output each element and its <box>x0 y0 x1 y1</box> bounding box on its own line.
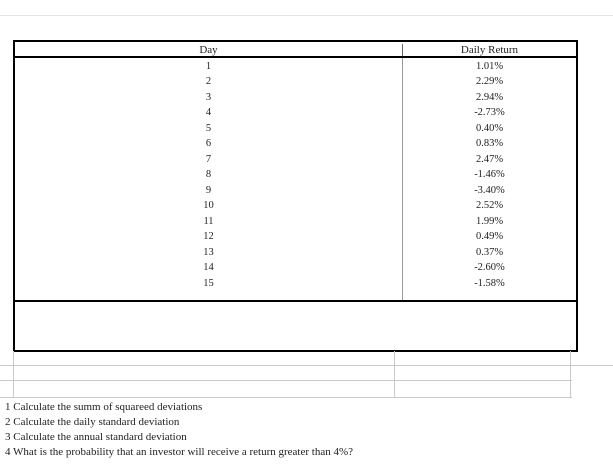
return-cell: 2.29% <box>475 76 504 88</box>
header-daily-return: Daily Return <box>460 44 519 56</box>
grid-line <box>570 351 571 398</box>
question-1: 1 Calculate the summ of squareed deviations <box>5 401 203 413</box>
question-2: 2 Calculate the daily standard deviation <box>5 416 180 428</box>
question-4: 4 What is the probability that an investor will receive a return greater than 4%? <box>5 446 354 458</box>
return-cell: 2.52% <box>475 200 504 212</box>
daily-return-column <box>403 59 576 291</box>
return-cell: 1.01% <box>475 61 504 72</box>
return-cell: -2.60% <box>474 262 505 274</box>
day-cell: 3 <box>205 91 212 103</box>
return-cell: 0.83% <box>475 138 504 150</box>
day-cell: 5 <box>205 122 212 134</box>
top-divider <box>0 15 613 16</box>
return-cell: 2.47% <box>475 153 504 165</box>
grid-line <box>0 365 613 366</box>
question-3: 3 Calculate the annual standard deviation <box>5 431 187 443</box>
header-column-divider <box>402 44 403 56</box>
day-cell: 14 <box>203 262 214 274</box>
return-cell: -1.58% <box>474 277 505 289</box>
return-cell: -3.40% <box>474 184 505 196</box>
grid-line <box>394 351 395 398</box>
spreadsheet-grid <box>0 351 613 401</box>
day-cell: 12 <box>203 231 214 243</box>
day-cell: 13 <box>203 246 214 258</box>
return-cell: -1.46% <box>474 169 505 181</box>
return-cell: -2.73% <box>474 107 505 119</box>
table-footer-line <box>15 300 576 302</box>
day-cell: 1 <box>205 61 212 72</box>
day-cell: 4 <box>205 107 212 119</box>
grid-line <box>0 397 572 398</box>
grid-line <box>13 351 14 398</box>
day-cell: 6 <box>205 138 212 150</box>
day-cell: 9 <box>205 184 212 196</box>
day-cell: 8 <box>205 169 212 181</box>
return-cell: 0.40% <box>475 122 504 134</box>
return-cell: 0.49% <box>475 231 504 243</box>
return-cell: 0.37% <box>475 246 504 258</box>
day-cell: 10 <box>203 200 214 212</box>
grid-line <box>0 380 572 381</box>
header-underline <box>15 56 576 58</box>
day-cell: 2 <box>205 76 212 88</box>
returns-table <box>13 40 578 352</box>
day-cell: 7 <box>205 153 212 165</box>
question-list <box>5 400 353 460</box>
day-cell: 11 <box>203 215 214 227</box>
day-column <box>15 59 402 291</box>
header-day: Day <box>199 44 218 56</box>
return-cell: 1.99% <box>475 215 504 227</box>
return-cell: 2.94% <box>475 91 504 103</box>
day-cell: 15 <box>203 277 214 289</box>
